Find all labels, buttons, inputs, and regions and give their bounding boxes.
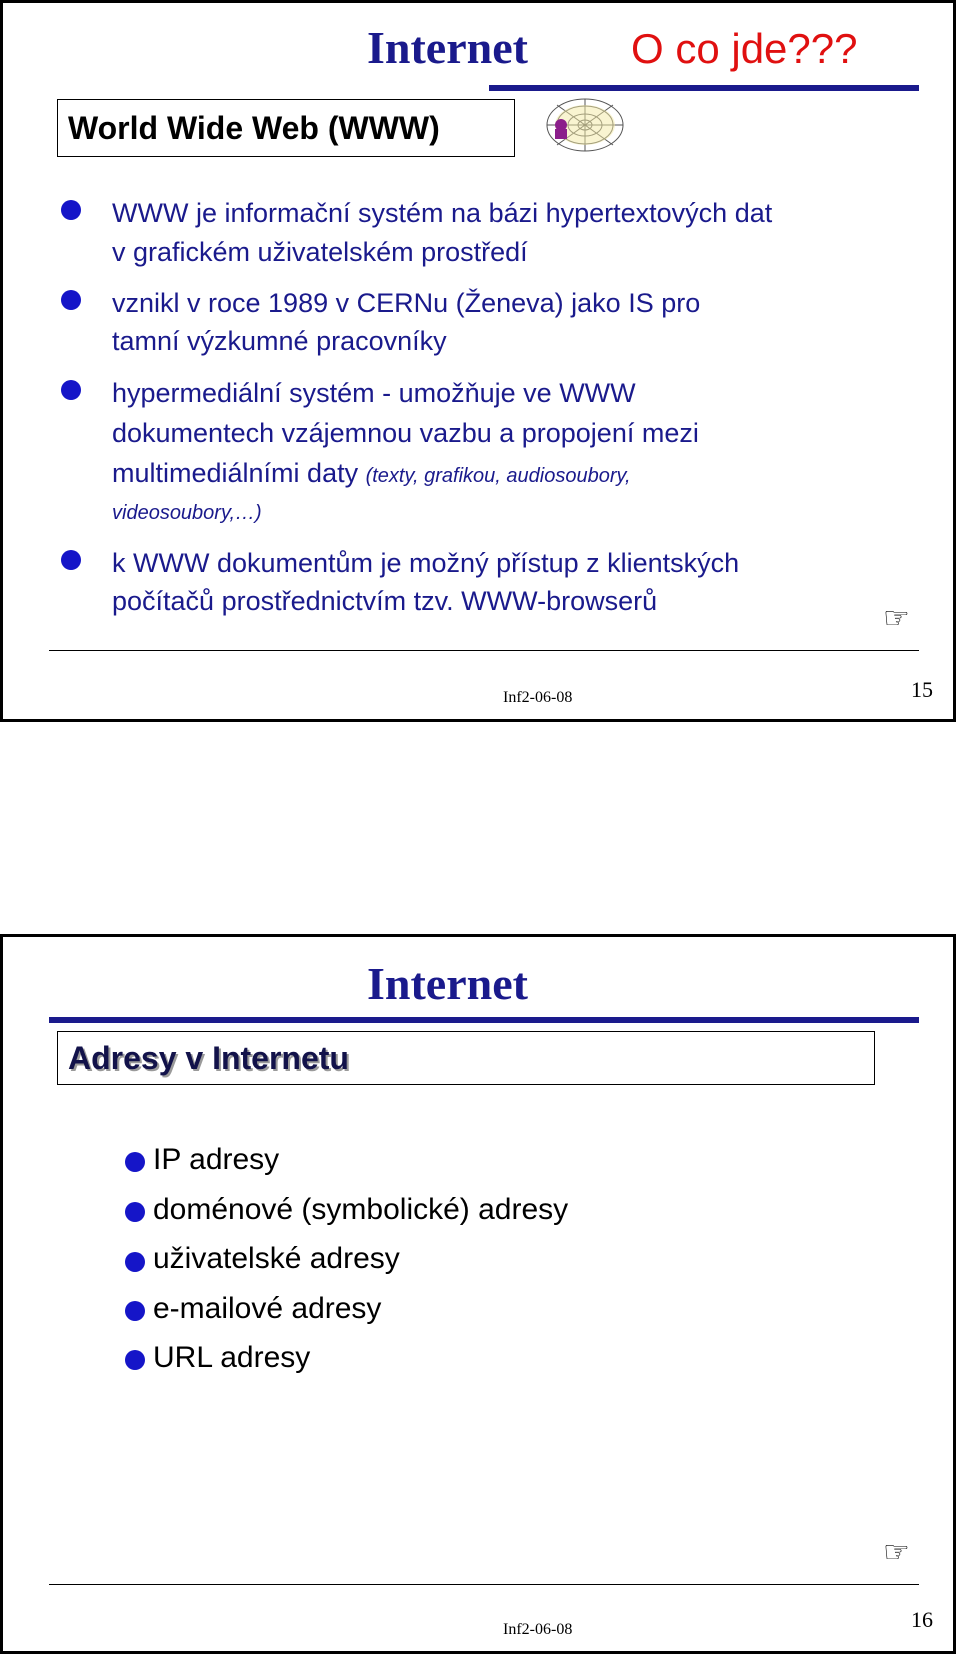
- bullet-1-line-2: v grafickém uživatelském prostředí: [112, 237, 528, 267]
- footer-label: Inf2-06-08: [503, 1621, 573, 1638]
- list-item: URL adresy: [153, 1341, 311, 1374]
- spider-web-icon: [539, 95, 629, 159]
- section-heading: Adresy v Internetu: [57, 1031, 875, 1085]
- bullet-icon: [61, 200, 81, 220]
- bullet-icon: [61, 290, 81, 310]
- bullet-3-note: (texty, grafikou, audiosoubory,: [365, 465, 631, 487]
- page-number: 15: [911, 677, 933, 702]
- bullet-icon: [125, 1350, 145, 1370]
- slide-16: [0, 934, 956, 1654]
- bullet-3-line-1: hypermediální systém - umožňuje ve WWW: [112, 378, 636, 408]
- bullet-icon: [125, 1152, 145, 1172]
- bullet-3-text: multimediálními daty: [112, 458, 366, 488]
- pointing-hand-icon[interactable]: ☞: [883, 602, 910, 635]
- bullet-icon: [61, 380, 81, 400]
- pointing-hand-icon[interactable]: ☞: [883, 1536, 910, 1569]
- bullet-icon: [125, 1301, 145, 1321]
- bullet-4-line-1: k WWW dokumentům je možný přístup z klientských: [112, 548, 740, 578]
- list-item: IP adresy: [153, 1143, 280, 1176]
- bullet-icon: [125, 1202, 145, 1222]
- slide-15: [0, 0, 956, 722]
- list-item: e-mailové adresy: [153, 1292, 382, 1325]
- bullet-4-line-2: počítačů prostřednictvím tzv. WWW-browserů: [112, 586, 658, 616]
- bullet-1-line-1: WWW je informační systém na bázi hypertextových dat: [112, 198, 773, 228]
- bullet-icon: [61, 550, 81, 570]
- bullet-3-line-2: dokumentech vzájemnou vazbu a propojení mezi: [112, 418, 699, 448]
- bullet-3-line-3: [112, 453, 631, 496]
- bullet-2-line-2: tamní výzkumné pracovníky: [112, 326, 447, 356]
- slide-title: Internet: [367, 22, 528, 73]
- footer-rule: [49, 650, 919, 651]
- footer-label: Inf2-06-08: [503, 689, 573, 706]
- list-item: uživatelské adresy: [153, 1242, 400, 1275]
- slide-title: Internet: [367, 958, 528, 1009]
- page-number: 16: [911, 1607, 933, 1632]
- title-rule: [49, 1017, 919, 1023]
- bullet-3-line-4: videosoubory,…): [112, 502, 262, 524]
- footer-rule: [49, 1584, 919, 1585]
- list-item: doménové (symbolické) adresy: [153, 1193, 569, 1226]
- bullet-icon: [125, 1252, 145, 1272]
- section-heading: World Wide Web (WWW): [57, 99, 515, 157]
- slide-subtitle: O co jde???: [631, 25, 858, 72]
- bullet-2-line-1: vznikl v roce 1989 v CERNu (Ženeva) jako IS pro: [112, 288, 701, 318]
- title-rule: [489, 85, 919, 91]
